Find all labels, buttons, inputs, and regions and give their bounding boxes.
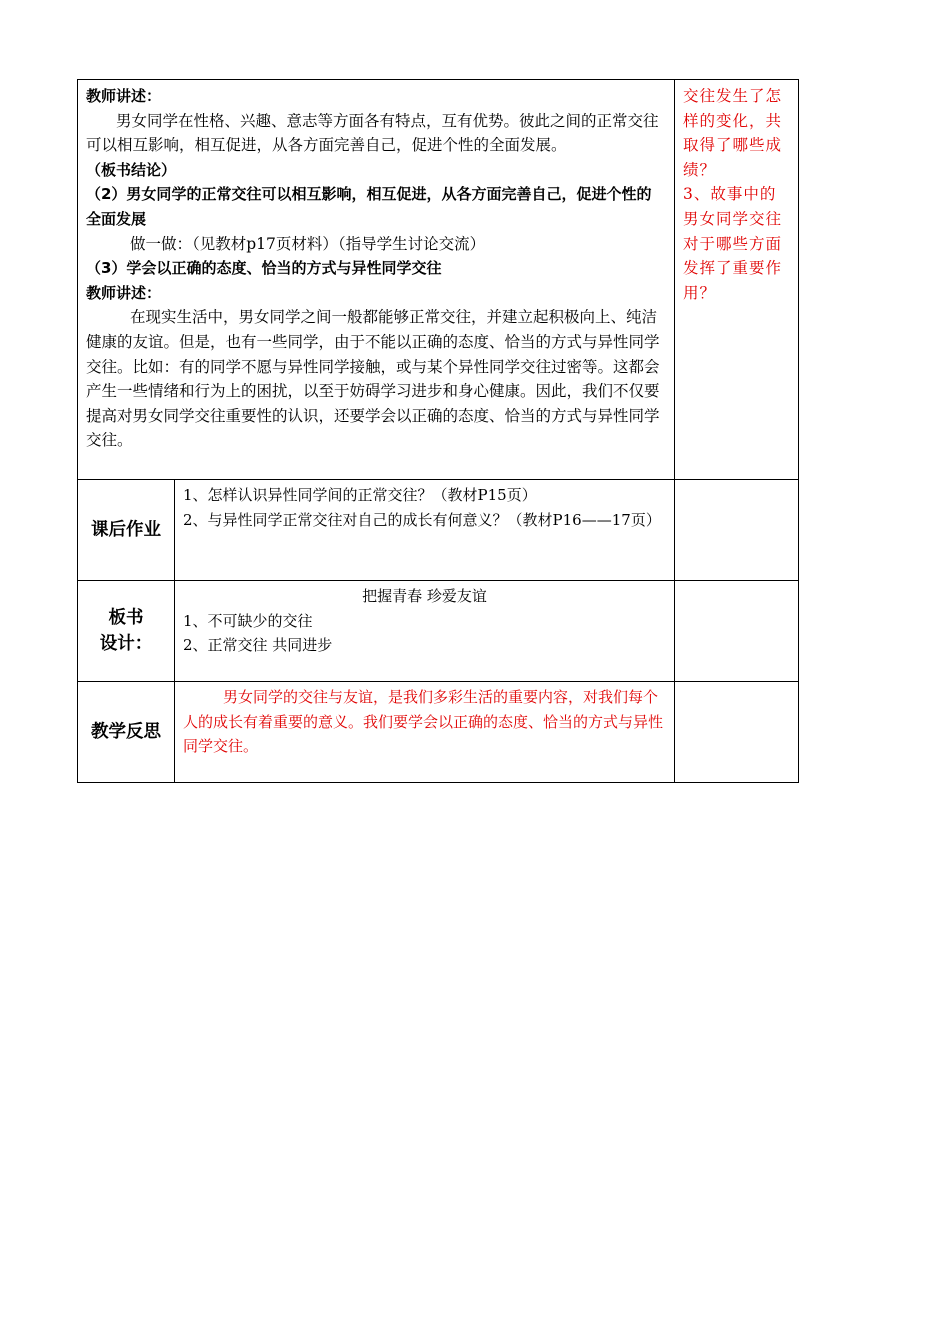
- point-2-heading: （2）男女同学的正常交往可以相互影响，相互促进，从各方面完善自己，促进个性的全面发展: [86, 185, 652, 228]
- homework-row: [78, 479, 798, 580]
- activity-instruction: 做一做：（见教材p17页材料）（指导学生讨论交流）: [130, 234, 486, 253]
- reflection-row: [78, 681, 798, 782]
- side-note-question: 3、故事中的男女同学交往对于哪些方面发挥了重要作用？: [683, 185, 783, 302]
- homework-item: 1、怎样认识异性同学间的正常交往？（教材P15页）: [183, 486, 537, 504]
- board-design-content: [175, 581, 675, 681]
- board-design-item: 1、不可缺少的交往: [183, 611, 313, 630]
- board-design-label-line: 板书: [108, 608, 144, 628]
- teacher-narration-label: 教师讲述：: [86, 87, 162, 105]
- board-design-title: 把握青春 珍爱友谊: [362, 587, 487, 605]
- empty-side-cell: [675, 682, 798, 782]
- homework-content: [175, 480, 675, 580]
- homework-item: 2、与异性同学正常交往对自己的成长有何意义？（教材P16——17页）: [183, 510, 661, 529]
- side-notes-cell: [675, 80, 798, 479]
- narration-paragraph: 男女同学在性格、兴趣、意志等方面各有特点，互有优势。彼此之间的正常交往可以相互影响，相互促进，从各方面完善自己，促进个性的全面发展。: [86, 111, 659, 155]
- point-3-heading: （3）学会以正确的态度、恰当的方式与异性同学交往: [86, 259, 442, 278]
- lesson-plan-table: [77, 79, 799, 783]
- empty-side-cell: [675, 480, 798, 580]
- reflection-label: 教学反思: [78, 682, 175, 782]
- lesson-content-row: [78, 80, 798, 479]
- board-design-label: [78, 581, 175, 681]
- reflection-text: 男女同学的交往与友谊，是我们多彩生活的重要内容，对我们每个人的成长有着重要的意义。我们要学会以正确的态度、恰当的方式与异性同学交往。: [183, 688, 664, 755]
- teacher-narration-label: 教师讲述：: [86, 283, 162, 302]
- board-design-item: 2、正常交往 共同进步: [183, 636, 333, 654]
- empty-side-cell: [675, 581, 798, 681]
- board-design-row: [78, 580, 798, 681]
- reflection-content: [175, 682, 675, 782]
- board-design-label-line: 设计：: [99, 634, 153, 654]
- narration-paragraph: 在现实生活中，男女同学之间一般都能够正常交往，并建立起积极向上、纯洁健康的友谊。但是，也有一些同学，由于不能以正确的态度、恰当的方式与异性同学交往。比如：有的同学不愿与异性同学接触，或与某个异性同学交往过密等。这都会产生一些情绪和行为上的困扰，以至于妨碍学习进步和身心健康。因此，我们不仅要提高对男女同学交往重要性的认识，还要学会以正确的态度、恰当的方式与异性同学交往。: [86, 308, 660, 450]
- side-note-question: 交往发生了怎样的变化，共取得了哪些成绩？: [683, 87, 783, 179]
- lesson-content-cell: [78, 80, 675, 479]
- board-conclusion-label: （板书结论）: [86, 160, 177, 179]
- homework-label: 课后作业: [78, 480, 175, 580]
